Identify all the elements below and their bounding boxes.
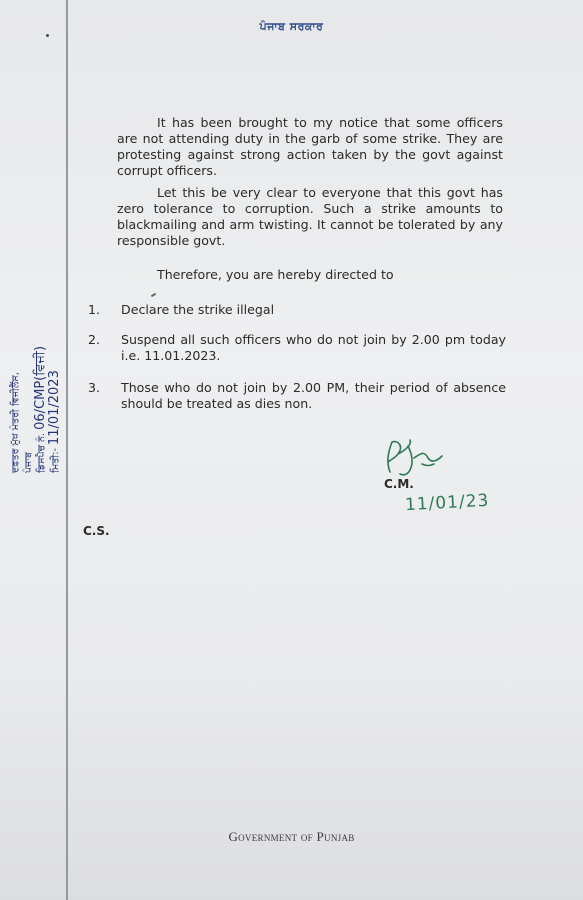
directive-number: 3. — [88, 380, 101, 395]
dispatch-stamp — [10, 318, 64, 478]
directive-text: Declare the strike illegal — [121, 302, 275, 317]
margin-line — [66, 0, 68, 900]
ink-dot — [46, 34, 49, 37]
letterhead-title: ਪੰਜਾਬ ਸਰਕਾਰ — [259, 20, 324, 33]
directive-item — [88, 302, 506, 318]
directive-item — [88, 332, 506, 364]
stamp-state-line: ਪੰਜਾਬ — [22, 452, 34, 473]
directive-number: 2. — [88, 332, 101, 347]
stamp-date: 11/01/2023 — [46, 370, 62, 446]
handwritten-signature — [378, 436, 448, 481]
dispatch-number: 06/CMP(ਵਿਜੀ) — [33, 345, 48, 430]
addressee: C.S. — [83, 524, 110, 538]
handwritten-date: 11/01/23 — [404, 490, 490, 516]
paragraph-notice: It has been brought to my notice that some officers are not attending duty in the garb of some strike. They are protesting against strong action taken by the govt against corrupt officers. — [117, 115, 503, 178]
directive-text: Suspend all such officers who do not join by 2.00 pm today i.e. 11.01.2023. — [121, 332, 506, 363]
pen-mark — [151, 293, 156, 297]
directive-item — [88, 380, 506, 412]
footer-government-name: Government of Punjab — [228, 829, 355, 844]
directive-number: 1. — [88, 302, 101, 317]
signatory-designation: C.M. — [384, 477, 414, 491]
stamp-date-line: ਮਿਤੀ:- 11/01/2023 — [46, 370, 62, 473]
paragraph-zero-tolerance: Let this be very clear to everyone that this govt has zero tolerance to corruption. Such a strike amounts to blackmailing and arm twisting. It cannot be tolerated by any responsible govt. — [117, 185, 503, 248]
directive-text: Those who do not join by 2.00 PM, their period of absence should be treated as dies non. — [121, 380, 506, 411]
paragraph-direction: Therefore, you are hereby directed to — [157, 267, 394, 282]
stamp-dispatch-line: ਡਿਸਪੈਚ ਨੰ. 06/CMP(ਵਿਜੀ) — [33, 345, 48, 473]
stamp-office-line: ਦਫ਼ਤਰ ਮੁੱਖ ਮੰਤਰੀ ਵਿਜੀਲੈਂਸ, — [10, 372, 21, 473]
